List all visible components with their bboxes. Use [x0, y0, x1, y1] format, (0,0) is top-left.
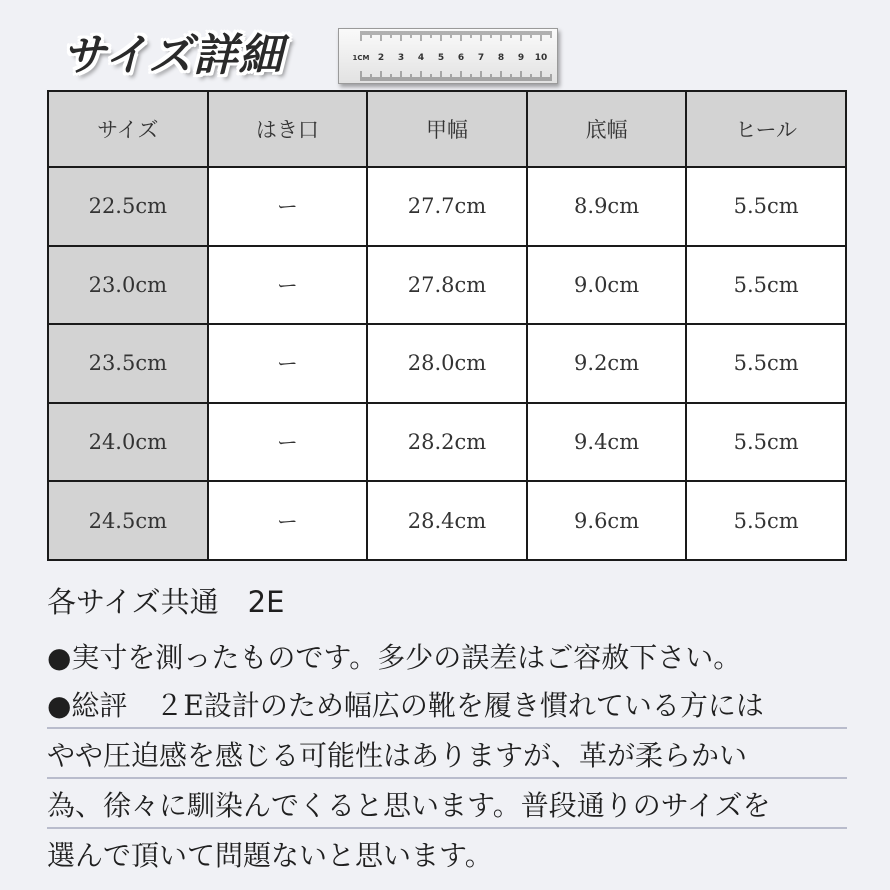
ruler-label: 5: [437, 53, 445, 63]
cell-opening: ー: [208, 167, 368, 246]
cell-size: 24.0cm: [48, 403, 208, 482]
cell-sole-width: 8.9cm: [527, 167, 687, 246]
cell-instep-width: 28.4cm: [367, 481, 527, 560]
cell-size: 23.0cm: [48, 246, 208, 325]
ruler-label: 2: [377, 53, 385, 63]
cell-heel: 5.5cm: [686, 324, 846, 403]
cell-size: 24.5cm: [48, 481, 208, 560]
table-row: [48, 324, 846, 403]
ruler-label: 7: [477, 53, 485, 63]
cell-heel: 5.5cm: [686, 167, 846, 246]
cell-opening: ー: [208, 324, 368, 403]
cell-instep-width: 27.7cm: [367, 167, 527, 246]
table-row: [48, 481, 846, 560]
cell-opening: ー: [208, 246, 368, 325]
page-title: サイズ詳細: [62, 30, 284, 81]
cell-heel: 5.5cm: [686, 246, 846, 325]
cell-instep-width: 28.2cm: [367, 403, 527, 482]
cell-sole-width: 9.6cm: [527, 481, 687, 560]
cell-instep-width: 28.0cm: [367, 324, 527, 403]
ruler-icon: [338, 28, 558, 84]
header-instep-width: 甲幅: [367, 91, 527, 167]
header-heel: ヒール: [686, 91, 846, 167]
header-size: サイズ: [48, 91, 208, 167]
header-opening: はき口: [208, 91, 368, 167]
cell-size: 23.5cm: [48, 324, 208, 403]
table-row: [48, 403, 846, 482]
review-line: やや圧迫感を感じる可能性はありますが、革が柔らかい: [47, 735, 847, 779]
review-text: [47, 685, 847, 883]
cell-opening: ー: [208, 481, 368, 560]
review-line: 選んで頂いて問題ないと思います。: [47, 839, 493, 872]
size-table: [47, 90, 847, 561]
cell-opening: ー: [208, 403, 368, 482]
common-width-label: 各サイズ共通 2E: [47, 585, 285, 619]
cell-sole-width: 9.2cm: [527, 324, 687, 403]
measurement-note: ●実寸を測ったものです。多少の誤差はご容赦下さい。: [47, 641, 742, 674]
ruler-label: 8: [497, 53, 505, 63]
ruler-label: 9: [517, 53, 525, 63]
table-row: [48, 246, 846, 325]
ruler-label: 3: [397, 53, 405, 63]
ruler-label: 4: [417, 53, 425, 63]
table-row: [48, 167, 846, 246]
ruler-label: 1CM: [352, 54, 370, 62]
table-header-row: [48, 91, 846, 167]
review-line: ●総評 ２E設計のため幅広の靴を履き慣れている方には: [47, 685, 847, 729]
review-line: 為、徐々に馴染んでくると思います。普段通りのサイズを: [47, 785, 847, 829]
cell-sole-width: 9.0cm: [527, 246, 687, 325]
cell-instep-width: 27.8cm: [367, 246, 527, 325]
cell-heel: 5.5cm: [686, 403, 846, 482]
cell-heel: 5.5cm: [686, 481, 846, 560]
ruler-label: 10: [534, 53, 548, 63]
cell-sole-width: 9.4cm: [527, 403, 687, 482]
cell-size: 22.5cm: [48, 167, 208, 246]
header-sole-width: 底幅: [527, 91, 687, 167]
ruler-label: 6: [457, 53, 465, 63]
